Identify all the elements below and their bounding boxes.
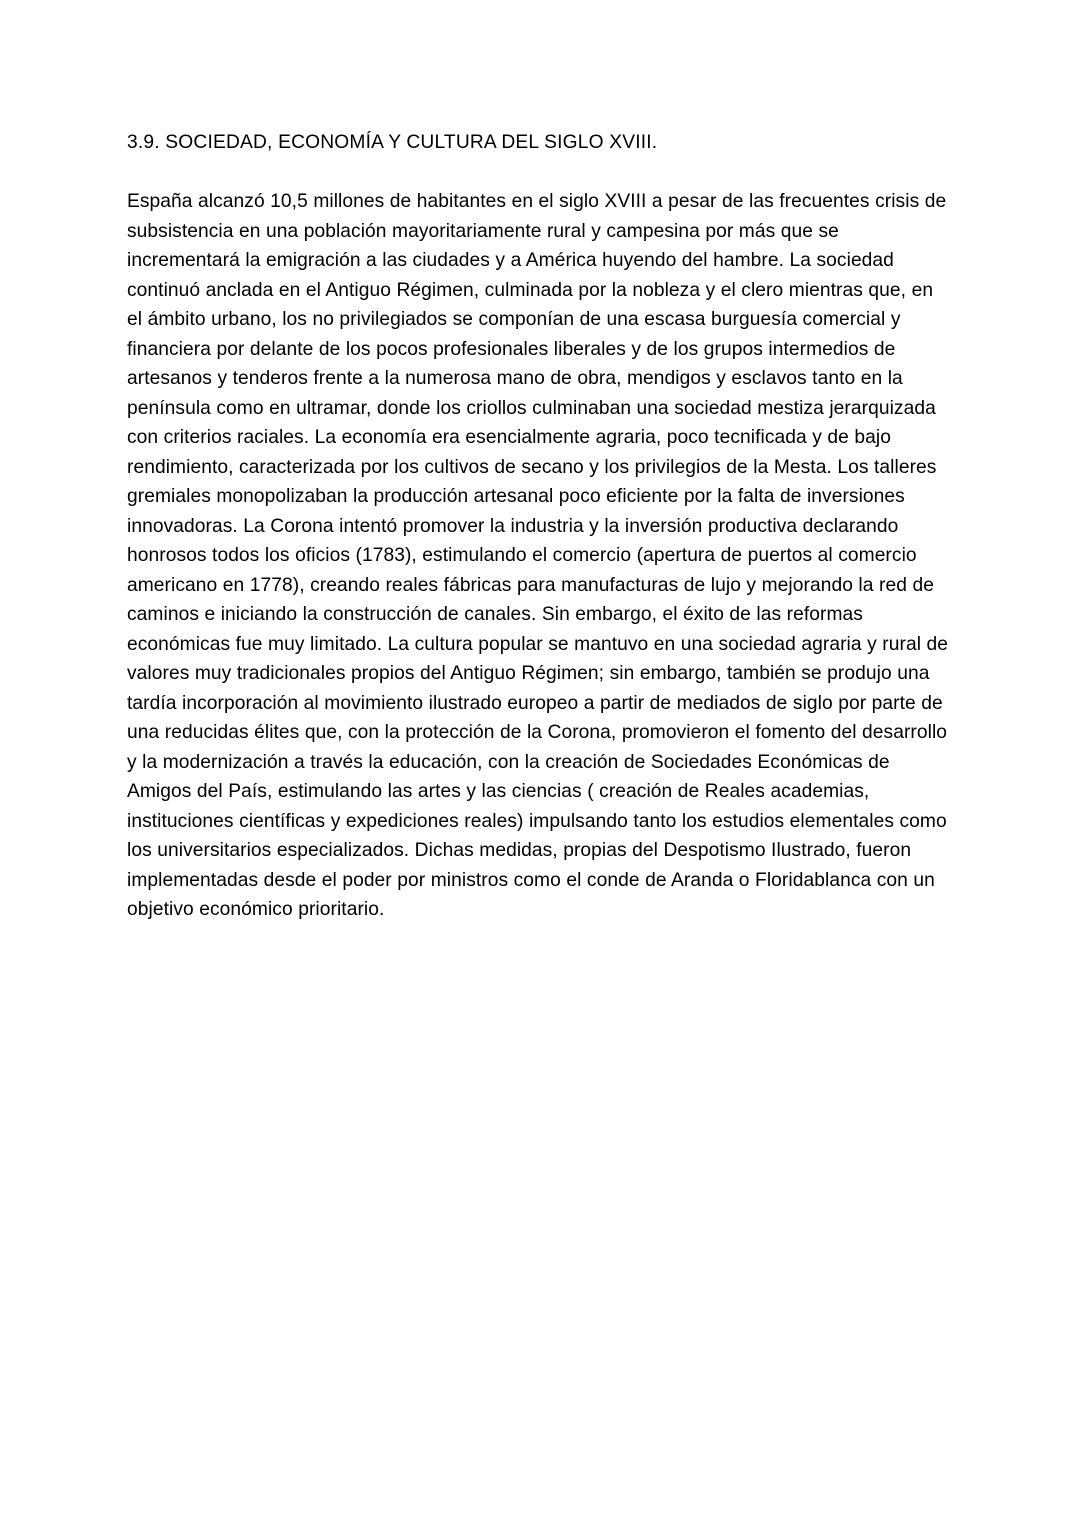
heading-paragraph-spacer [127,158,949,188]
page-title: 3.9. SOCIEDAD, ECONOMÍA Y CULTURA DEL SIGLO XVIII. [127,132,658,153]
body-paragraph: España alcanzó 10,5 millones de habitantes en el siglo XVIII a pesar de las frecuentes crisis de subsistencia en una población mayoritariamente rural y campesina por más que se incrementará la emigración a las ciudades y a América huyendo del hambre. La sociedad continuó anclada en el Antiguo Régimen, culminada por la nobleza y el clero mientras que, en el ámbito urbano, los no privilegiados se componían de una escasa burguesía comercial y financiera por delante de los pocos profesionales liberales y de los grupos intermedios de artesanos y tenderos frente a la numerosa mano de obra, mendigos y esclavos tanto en la península como en ultramar, donde los criollos culminaban una sociedad mestiza jerarquizada con criterios raciales. La economía era esencialmente agraria, poco tecnificada y de bajo rendimiento, caracterizada por los cultivos de secano y los privilegios de la Mesta. Los talleres gremiales monopolizaban la producción artesanal poco eficiente por la falta de inversiones innovadoras. La Corona intentó promover la industria y la inversión productiva declarando honrosos todos los oficios (1783), estimulando el comercio (apertura de puertos al comercio americano en 1778), creando reales fábricas para manufacturas de lujo y mejorando la red de caminos e iniciando la construcción de canales. Sin embargo, el éxito de las reformas económicas fue muy limitado. La cultura popular se mantuvo en una sociedad agraria y rural de valores muy tradicionales propios del Antiguo Régimen; sin embargo, también se produjo una tardía incorporación al movimiento ilustrado europeo a partir de mediados de siglo por parte de una reducidas élites que, con la protección de la Corona, promovieron el fomento del desarrollo y la modernización a través la educación, con la creación de Sociedades Económicas de Amigos del País, estimulando las artes y las ciencias ( creación de Reales academias, instituciones científicas y expediciones reales) impulsando tanto los estudios elementales como los universitarios especializados. Dichas medidas, propias del Despotismo Ilustrado, fueron implementadas desde el poder por ministros como el conde de Aranda o Floridablanca con un objetivo económico prioritario. [127,191,949,920]
document-text-block [127,128,949,925]
